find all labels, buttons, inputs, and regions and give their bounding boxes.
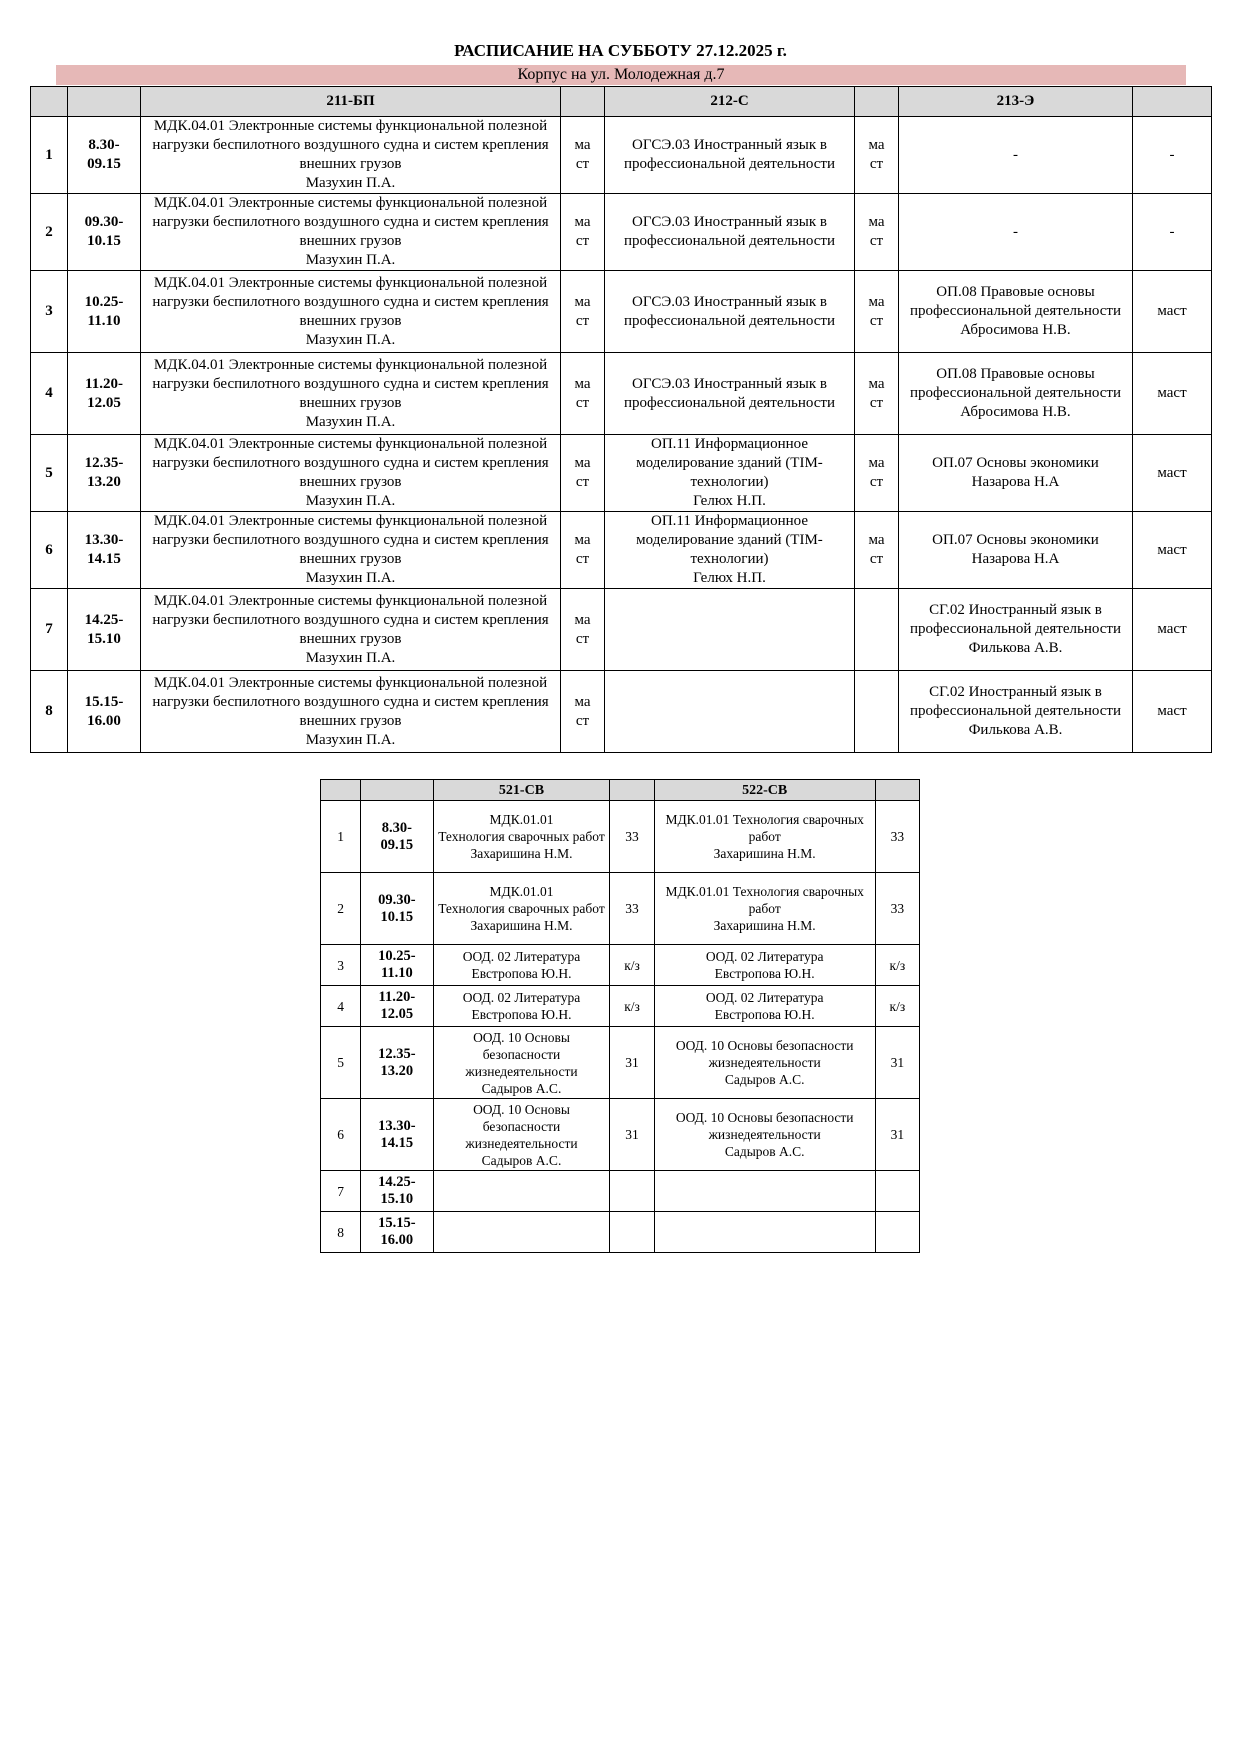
subject-cell: ОП.11 Информационное моделирование зданий (TIM-технологии) Гелюх Н.П. [605,512,855,589]
subject-cell: СГ.02 Иностранный язык в профессиональной деятельности Филькова А.В. [899,671,1133,753]
room-cell: 31 [875,1099,919,1171]
subject-cell: МДК.04.01 Электронные системы функциональной полезной нагрузки беспилотного воздушного судна и систем крепления внешних грузов Мазухин П.А. [141,353,561,435]
lesson-number: 4 [31,353,68,435]
schedule-table-main [30,86,1212,753]
lesson-number: 6 [31,512,68,589]
subject-cell: ОГСЭ.03 Иностранный язык в профессиональной деятельности [605,271,855,353]
subject-cell: ОГСЭ.03 Иностранный язык в профессиональной деятельности [605,353,855,435]
header-empty-time [68,87,141,117]
room-cell: 31 [610,1027,654,1099]
room-cell: маст [855,353,899,435]
room-cell: маст [561,589,605,671]
page-title: РАСПИСАНИЕ НА СУББОТУ 27.12.2025 г. [454,41,787,60]
room-cell: маст [1133,353,1212,435]
header-empty-time [361,780,433,801]
header-empty-num [321,780,361,801]
room-cell: маст [1133,512,1212,589]
room-cell: маст [561,117,605,194]
schedule-table-secondary [320,779,920,1253]
subject-cell: - [899,117,1133,194]
header-empty-room [610,780,654,801]
room-cell: 33 [875,873,919,945]
table-row [321,873,920,945]
room-cell: маст [561,671,605,753]
lesson-time: 11.20- 12.05 [68,353,141,435]
subject-cell: ОГСЭ.03 Иностранный язык в профессиональной деятельности [605,194,855,271]
group-header: 211-БП [141,87,561,117]
room-cell [875,1212,919,1253]
subject-cell: МДК.04.01 Электронные системы функциональной полезной нагрузки беспилотного воздушного судна и систем крепления внешних грузов Мазухин П.А. [141,671,561,753]
room-cell: - [1133,117,1212,194]
lesson-number: 7 [31,589,68,671]
subject-cell: МДК.01.01 Технология сварочных работ Захаришина Н.М. [433,873,610,945]
table-row [31,435,1212,512]
subject-cell: - [899,194,1133,271]
room-cell: к/з [610,986,654,1027]
lesson-time: 12.35- 13.20 [361,1027,433,1099]
subject-cell: МДК.01.01 Технология сварочных работ Захаришина Н.М. [654,801,875,873]
table-row [321,986,920,1027]
table-row [321,801,920,873]
group-header: 522-СВ [654,780,875,801]
subject-cell [605,671,855,753]
subject-cell: МДК.01.01 Технология сварочных работ Захаришина Н.М. [654,873,875,945]
subject-cell [654,1212,875,1253]
table-row [321,1027,920,1099]
room-cell: - [1133,194,1212,271]
subject-cell: ООД. 02 Литература Евстропова Ю.Н. [433,986,610,1027]
subject-cell: ООД. 10 Основы безопасности жизнедеятельности Садыров А.С. [654,1027,875,1099]
room-cell [855,589,899,671]
group-header: 212-С [605,87,855,117]
subject-cell: ОП.08 Правовые основы профессиональной деятельности Абросимова Н.В. [899,353,1133,435]
lesson-time: 8.30- 09.15 [361,801,433,873]
table-row [31,271,1212,353]
table-row [31,194,1212,271]
lesson-number: 3 [31,271,68,353]
room-cell: к/з [610,945,654,986]
room-cell: маст [1133,589,1212,671]
room-cell [875,1171,919,1212]
subject-cell: МДК.04.01 Электронные системы функциональной полезной нагрузки беспилотного воздушного судна и систем крепления внешних грузов Мазухин П.А. [141,512,561,589]
room-cell: 33 [610,873,654,945]
lesson-number: 5 [321,1027,361,1099]
room-cell: маст [561,194,605,271]
subject-cell: ОГСЭ.03 Иностранный язык в профессиональной деятельности [605,117,855,194]
lesson-time: 09.30- 10.15 [68,194,141,271]
subject-cell: МДК.04.01 Электронные системы функциональной полезной нагрузки беспилотного воздушного судна и систем крепления внешних грузов Мазухин П.А. [141,435,561,512]
room-cell: маст [1133,435,1212,512]
subject-cell: ООД. 02 Литература Евстропова Ю.Н. [654,986,875,1027]
subject-cell: МДК.04.01 Электронные системы функциональной полезной нагрузки беспилотного воздушного судна и систем крепления внешних грузов Мазухин П.А. [141,589,561,671]
subject-cell: ОП.07 Основы экономики Назарова Н.А [899,435,1133,512]
subject-cell: СГ.02 Иностранный язык в профессиональной деятельности Филькова А.В. [899,589,1133,671]
subject-cell [605,589,855,671]
lesson-time: 15.15- 16.00 [68,671,141,753]
room-cell: маст [561,353,605,435]
table-row [321,1171,920,1212]
room-cell: маст [855,117,899,194]
group-header: 521-СВ [433,780,610,801]
room-cell: к/з [875,986,919,1027]
lesson-time: 15.15- 16.00 [361,1212,433,1253]
lesson-number: 2 [31,194,68,271]
header-empty-num [31,87,68,117]
lesson-time: 13.30- 14.15 [361,1099,433,1171]
table-header-row [321,780,920,801]
subject-cell [433,1212,610,1253]
subject-cell [654,1171,875,1212]
lesson-time: 8.30- 09.15 [68,117,141,194]
room-cell [855,671,899,753]
lesson-time: 11.20- 12.05 [361,986,433,1027]
room-cell [610,1171,654,1212]
lesson-number: 8 [31,671,68,753]
table-header-row [31,87,1212,117]
subject-cell: МДК.01.01 Технология сварочных работ Захаришина Н.М. [433,801,610,873]
header-empty-room [561,87,605,117]
table-row [31,353,1212,435]
subject-cell: ООД. 02 Литература Евстропова Ю.Н. [433,945,610,986]
subject-cell: МДК.04.01 Электронные системы функциональной полезной нагрузки беспилотного воздушного судна и систем крепления внешних грузов Мазухин П.А. [141,117,561,194]
lesson-number: 3 [321,945,361,986]
table-row [321,1099,920,1171]
subject-cell: МДК.04.01 Электронные системы функциональной полезной нагрузки беспилотного воздушного судна и систем крепления внешних грузов Мазухин П.А. [141,194,561,271]
lesson-time: 14.25- 15.10 [361,1171,433,1212]
room-cell: маст [561,512,605,589]
lesson-time: 09.30- 10.15 [361,873,433,945]
room-cell: 31 [610,1099,654,1171]
room-cell: 31 [875,1027,919,1099]
table-row [31,671,1212,753]
subject-cell: ОП.08 Правовые основы профессиональной деятельности Абросимова Н.В. [899,271,1133,353]
table-row [31,117,1212,194]
room-cell: маст [561,435,605,512]
subject-cell: МДК.04.01 Электронные системы функциональной полезной нагрузки беспилотного воздушного судна и систем крепления внешних грузов Мазухин П.А. [141,271,561,353]
table-row [31,512,1212,589]
room-cell: маст [855,512,899,589]
group-header: 213-Э [899,87,1133,117]
room-cell: 33 [610,801,654,873]
table-row [321,1212,920,1253]
header-empty-room [855,87,899,117]
subject-cell: ООД. 10 Основы безопасности жизнедеятельности Садыров А.С. [654,1099,875,1171]
header-empty-room [1133,87,1212,117]
room-cell: маст [855,271,899,353]
lesson-number: 4 [321,986,361,1027]
lesson-number: 5 [31,435,68,512]
lesson-number: 1 [321,801,361,873]
subject-cell: ОП.07 Основы экономики Назарова Н.А [899,512,1133,589]
lesson-number: 1 [31,117,68,194]
lesson-number: 7 [321,1171,361,1212]
lesson-number: 6 [321,1099,361,1171]
lesson-time: 13.30- 14.15 [68,512,141,589]
room-cell: маст [1133,671,1212,753]
room-cell: маст [855,194,899,271]
lesson-time: 12.35- 13.20 [68,435,141,512]
subject-cell: ООД. 10 Основы безопасности жизнедеятельности Садыров А.С. [433,1099,610,1171]
room-cell: 33 [875,801,919,873]
room-cell [610,1212,654,1253]
table-row [321,945,920,986]
header-empty-room [875,780,919,801]
subject-cell [433,1171,610,1212]
lesson-time: 10.25- 11.10 [68,271,141,353]
room-cell: к/з [875,945,919,986]
subject-cell: ООД. 10 Основы безопасности жизнедеятельности Садыров А.С. [433,1027,610,1099]
subject-cell: ООД. 02 Литература Евстропова Ю.Н. [654,945,875,986]
building-banner: Корпус на ул. Молодежная д.7 [56,65,1186,85]
subject-cell: ОП.11 Информационное моделирование зданий (TIM-технологии) Гелюх Н.П. [605,435,855,512]
table-row [31,589,1212,671]
lesson-number: 2 [321,873,361,945]
room-cell: маст [561,271,605,353]
lesson-time: 10.25- 11.10 [361,945,433,986]
lesson-time: 14.25- 15.10 [68,589,141,671]
room-cell: маст [855,435,899,512]
lesson-number: 8 [321,1212,361,1253]
room-cell: маст [1133,271,1212,353]
